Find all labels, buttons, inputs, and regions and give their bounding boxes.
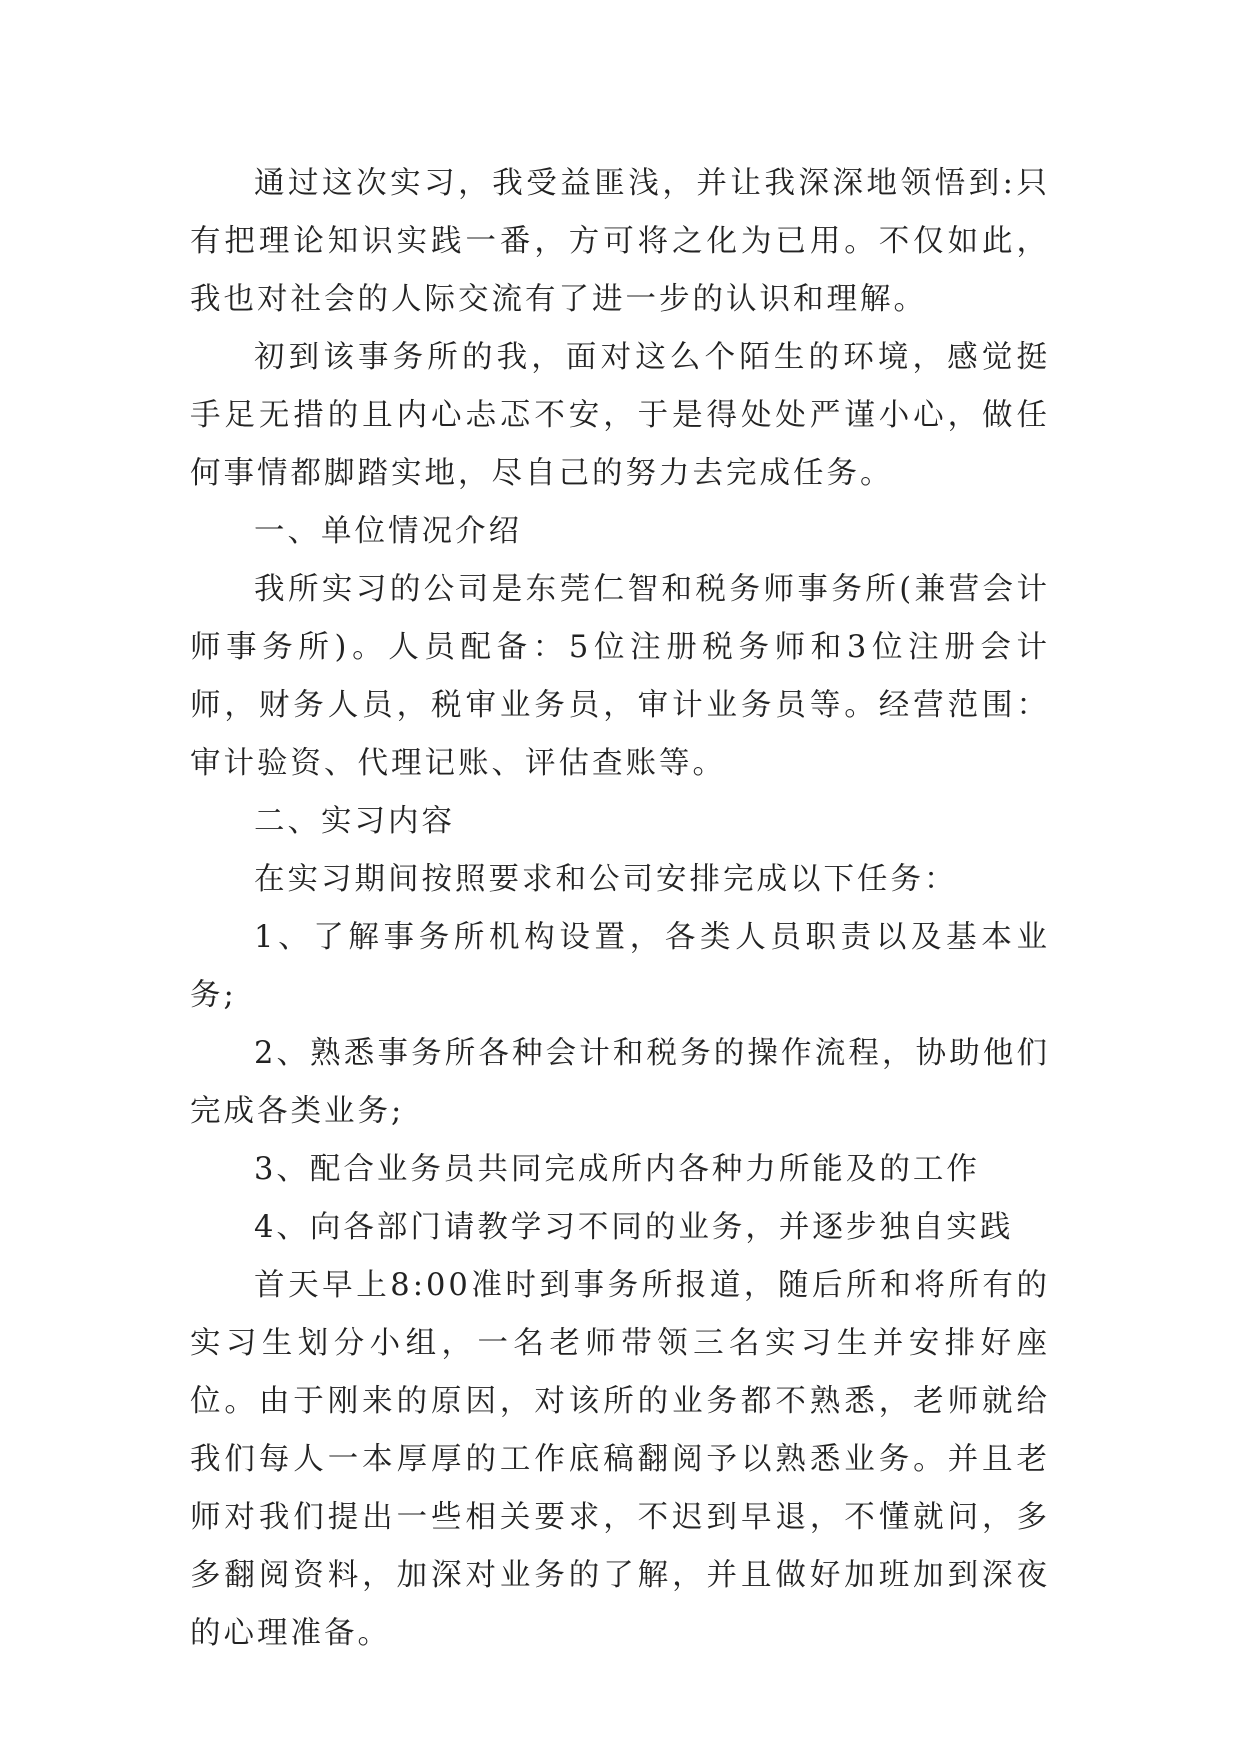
paragraph-company: 我所实习的公司是东莞仁智和税务师事务所(兼营会计师事务所)。人员配备：5位注册税务师和3位注册会计师，财务人员，税审业务员，审计业务员等。经营范围：审计验资、代理记账、评估查账等。 [190,572,1050,781]
list-item-task-2: 2、熟悉事务所各种会计和税务的操作流程，协助他们完成各类业务; [190,1036,1050,1129]
paragraph-first-day: 首天早上8:00准时到事务所报道，随后所和将所有的实习生划分小组，一名老师带领三名实习生并安排好座位。由于刚来的原因，对该所的业务都不熟悉，老师就给我们每人一本厚厚的工作底稿翻阅予以熟悉业务。并且老师对我们提出一些相关要求，不迟到早退，不懂就问，多多翻阅资料，加深对业务的了解，并且做好加班加到深夜的心理准备。 [190,1268,1050,1651]
document-body [190,155,1050,1663]
list-item-task-4: 4、向各部门请教学习不同的业务，并逐步独自实践 [254,1210,1014,1245]
list-item-task-3: 3、配合业务员共同完成所内各种力所能及的工作 [254,1152,980,1187]
heading-internship-content: 二、实习内容 [254,804,455,839]
paragraph-intro: 通过这次实习，我受益匪浅，并让我深深地领悟到:只有把理论知识实践一番，方可将之化为已用。不仅如此，我也对社会的人际交流有了进一步的认识和理解。 [190,166,1050,317]
paragraph-arrival: 初到该事务所的我，面对这么个陌生的环境，感觉挺手足无措的且内心忐忑不安，于是得处处严谨小心，做任何事情都脚踏实地，尽自己的努力去完成任务。 [190,340,1050,491]
heading-unit-overview: 一、单位情况介绍 [254,514,522,549]
paragraph-tasks-intro: 在实习期间按照要求和公司安排完成以下任务： [254,862,958,897]
list-item-task-1: 1、了解事务所机构设置，各类人员职责以及基本业务; [190,920,1050,1013]
